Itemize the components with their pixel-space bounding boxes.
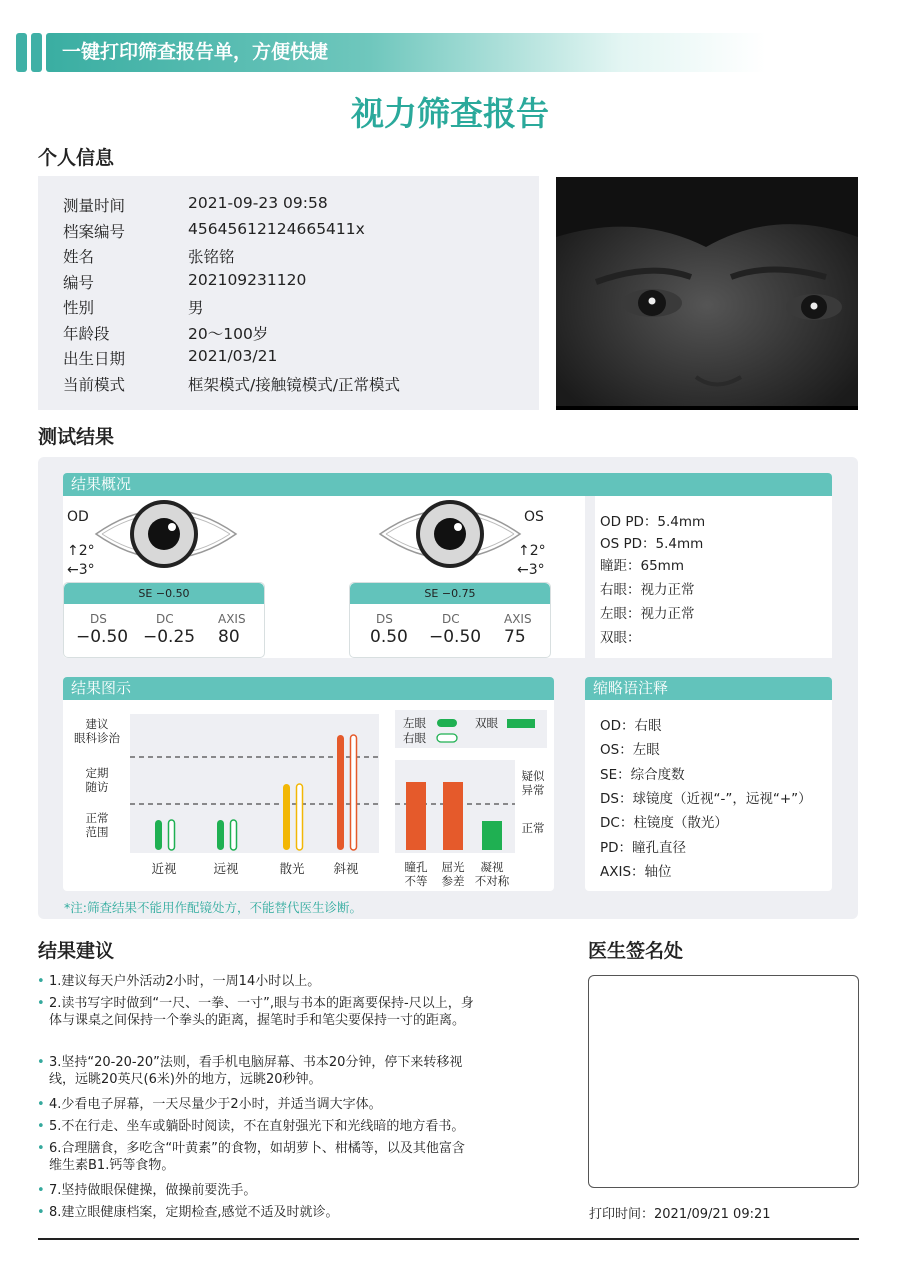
info-key: 档案编号	[63, 222, 126, 241]
info-value: 男	[188, 299, 204, 317]
bar-left-eye	[217, 820, 224, 850]
os-ds-value: 0.50	[370, 627, 408, 647]
info-row	[63, 296, 204, 318]
x-tick-label: 远视	[213, 862, 239, 876]
bar-right-eye	[231, 820, 237, 850]
legend-both-eyes-swatch	[507, 719, 535, 728]
os-ds-label: DS	[376, 612, 393, 626]
os-dc-value: −0.50	[429, 627, 482, 647]
abbr-item: DS：球镜度（近视“-”，远视“+”）	[600, 790, 812, 807]
abbr-item: OS：左眼	[600, 742, 660, 759]
y-level-label: 范围	[85, 827, 109, 839]
info-key: 出生日期	[63, 350, 126, 368]
banner: 一键打印筛查报告单，方便快捷	[46, 33, 766, 72]
legend-right-eye-swatch	[437, 734, 457, 742]
bullet-icon: •	[37, 1119, 45, 1134]
y-level-label: 定期	[85, 768, 109, 780]
legend-left-eye-swatch	[437, 719, 457, 727]
os-dc-label: DC	[442, 612, 460, 626]
summary-item: 双眼：	[600, 630, 641, 646]
od-arrow-left: ←3°	[67, 562, 95, 578]
bar-left-eye	[155, 820, 162, 850]
bullet-icon: •	[37, 996, 45, 1011]
bullet-icon: •	[37, 1183, 45, 1198]
y-level-label: 疑似	[521, 771, 545, 783]
bar-both-eyes	[443, 782, 463, 850]
od-ds-label: DS	[90, 612, 107, 626]
od-axis-value: 80	[218, 627, 240, 647]
os-arrow-up: ↑2°	[518, 543, 546, 559]
info-key: 性别	[63, 299, 95, 317]
advice-heading: 结果建议	[38, 940, 115, 962]
abbr-item: PD：瞳孔直径	[600, 839, 687, 856]
info-value: 20～100岁	[188, 324, 269, 343]
x-tick-label: 不等	[404, 876, 428, 888]
abbr-title: 缩略语注释	[585, 677, 832, 700]
x-tick-label: 参差	[441, 876, 465, 888]
od-arrow-up: ↑2°	[67, 543, 95, 559]
advice-text: 8.建立眼健康档案，定期检查,感觉不适及时就诊。	[49, 1205, 339, 1220]
advice-item	[37, 1118, 477, 1135]
y-level-label: 异常	[521, 785, 545, 797]
bottom-divider	[38, 1238, 859, 1240]
overview-title: 结果概况	[63, 473, 832, 496]
info-value: 2021-09-23 09:58	[188, 194, 328, 212]
bar-left-eye	[283, 784, 290, 850]
x-tick-label: 斜视	[333, 862, 359, 876]
legend-label: 右眼	[403, 733, 426, 745]
advice-text: 2.读书写字时做到“一尺、一拳、一寸”,眼与书本的距离要保持-尺以上，身体与课桌之间保持一个拳头的距离，握笔时手和笔尖要保持一寸的距离。	[49, 996, 474, 1028]
x-tick-label: 散光	[279, 862, 305, 876]
advice-item	[37, 995, 477, 1029]
info-row	[63, 194, 328, 216]
od-se-card	[63, 582, 265, 658]
os-arrow-left: ←3°	[517, 562, 545, 578]
os-se-card	[349, 582, 551, 658]
bar-left-eye	[337, 735, 344, 850]
advice-item	[37, 973, 477, 990]
advice-text: 1.建议每天户外活动2小时，一周14小时以上。	[49, 974, 321, 989]
advice-text: 3.坚持“20-20-20”法则，看手机电脑屏幕、书本20分钟，停下来转移视线，远眺20英尺(6米)外的地方，远眺20秒钟。	[49, 1055, 463, 1087]
advice-text: 6.合理膳食，多吃含“叶黄素”的食物，如胡萝卜、柑橘等，以及其他富含维生素B1.钙等食物。	[49, 1141, 465, 1173]
os-axis-value: 75	[504, 627, 526, 647]
signature-box[interactable]	[588, 975, 859, 1188]
bar-both-eyes	[406, 782, 426, 850]
info-row	[63, 347, 278, 369]
bar-right-eye	[297, 784, 303, 850]
summary-item: 右眼：视力正常	[600, 582, 695, 598]
advice-text: 5.不在行走、坐车或躺卧时阅读，不在直射强光下和光线暗的地方看书。	[49, 1119, 465, 1134]
personal-info-box	[38, 176, 539, 410]
od-axis-label: AXIS	[218, 612, 246, 626]
bullet-icon: •	[37, 1097, 45, 1112]
banner-accent-bar	[31, 33, 42, 72]
bar-right-eye	[169, 820, 175, 850]
info-value: 2021/03/21	[188, 347, 278, 365]
legend-label: 双眼	[475, 718, 498, 730]
abbr-item: AXIS：轴位	[600, 863, 672, 880]
x-tick-label: 瞳孔	[404, 862, 428, 874]
bullet-icon: •	[37, 1055, 45, 1070]
banner-accent-bar	[16, 33, 27, 72]
bar-right-eye	[351, 735, 357, 850]
abbr-item: SE：综合度数	[600, 766, 685, 783]
print-time: 打印时间：2021/09/21 09:21	[589, 1207, 771, 1222]
bullet-icon: •	[37, 1141, 45, 1156]
advice-item	[37, 1204, 477, 1221]
od-dc-value: −0.25	[143, 627, 196, 647]
x-tick-label: 屈光	[441, 862, 465, 874]
x-tick-label: 凝视	[480, 862, 504, 874]
bullet-icon: •	[37, 1205, 45, 1220]
y-level-label: 正常	[85, 813, 109, 825]
personal-heading: 个人信息	[38, 147, 115, 169]
page-title: 视力筛查报告	[351, 94, 549, 133]
disclaimer-note: *注:筛查结果不能用作配镜处方，不能替代医生诊断。	[64, 900, 362, 915]
od-ds-value: −0.50	[76, 627, 129, 647]
abbr-item: OD：右眼	[600, 718, 662, 734]
advice-item	[37, 1054, 477, 1088]
y-level-label: 随访	[85, 782, 109, 794]
summary-item: 瞳距：65mm	[600, 558, 684, 574]
advice-item	[37, 1096, 477, 1113]
info-key: 姓名	[63, 248, 95, 266]
info-value: 202109231120	[188, 270, 307, 289]
summary-item: OS PD：5.4mm	[600, 536, 704, 552]
info-value: 张铭铭	[188, 248, 235, 266]
chart-title: 结果图示	[63, 677, 554, 700]
info-key: 当前模式	[63, 375, 126, 394]
x-tick-label: 不对称	[474, 876, 510, 888]
info-row	[63, 245, 235, 267]
summary-item: 左眼：视力正常	[600, 606, 695, 622]
abbr-item: DC：柱镜度（散光）	[600, 815, 728, 832]
y-level-label: 建议	[85, 719, 109, 731]
od-se: SE −0.50	[64, 583, 264, 604]
info-value: 框架模式/接触镜模式/正常模式	[188, 375, 400, 394]
advice-text: 4.少看电子屏幕，一天尽量少于2小时，并适当调大字体。	[49, 1097, 382, 1112]
y-level-label: 正常	[521, 823, 545, 835]
info-value: 45645612124665411x	[188, 219, 365, 238]
result-chart	[63, 700, 554, 891]
test-heading: 测试结果	[38, 426, 115, 448]
advice-item	[37, 1140, 477, 1174]
info-row	[63, 270, 307, 293]
bullet-icon: •	[37, 974, 45, 989]
od-label: OD	[67, 509, 89, 525]
od-dc-label: DC	[156, 612, 174, 626]
info-row	[63, 373, 400, 395]
x-tick-label: 近视	[151, 862, 177, 876]
advice-text: 7.坚持做眼保健操，做操前要洗手。	[49, 1183, 257, 1198]
eye-photo	[556, 177, 858, 410]
os-label: OS	[524, 509, 544, 525]
signature-heading: 医生签名处	[588, 940, 684, 962]
advice-item	[37, 1182, 477, 1199]
info-key: 年龄段	[63, 324, 110, 343]
summary-item: OD PD：5.4mm	[600, 514, 706, 530]
info-key: 测量时间	[63, 197, 126, 215]
os-eye-icon	[376, 497, 524, 571]
legend-label: 左眼	[403, 718, 426, 730]
info-row	[63, 219, 365, 242]
info-row	[63, 322, 269, 344]
y-level-label: 眼科诊治	[74, 733, 120, 745]
od-eye-icon	[92, 497, 240, 571]
os-se: SE −0.75	[350, 583, 550, 604]
info-key: 编号	[63, 273, 95, 292]
os-axis-label: AXIS	[504, 612, 532, 626]
bar-both-eyes	[482, 821, 502, 850]
